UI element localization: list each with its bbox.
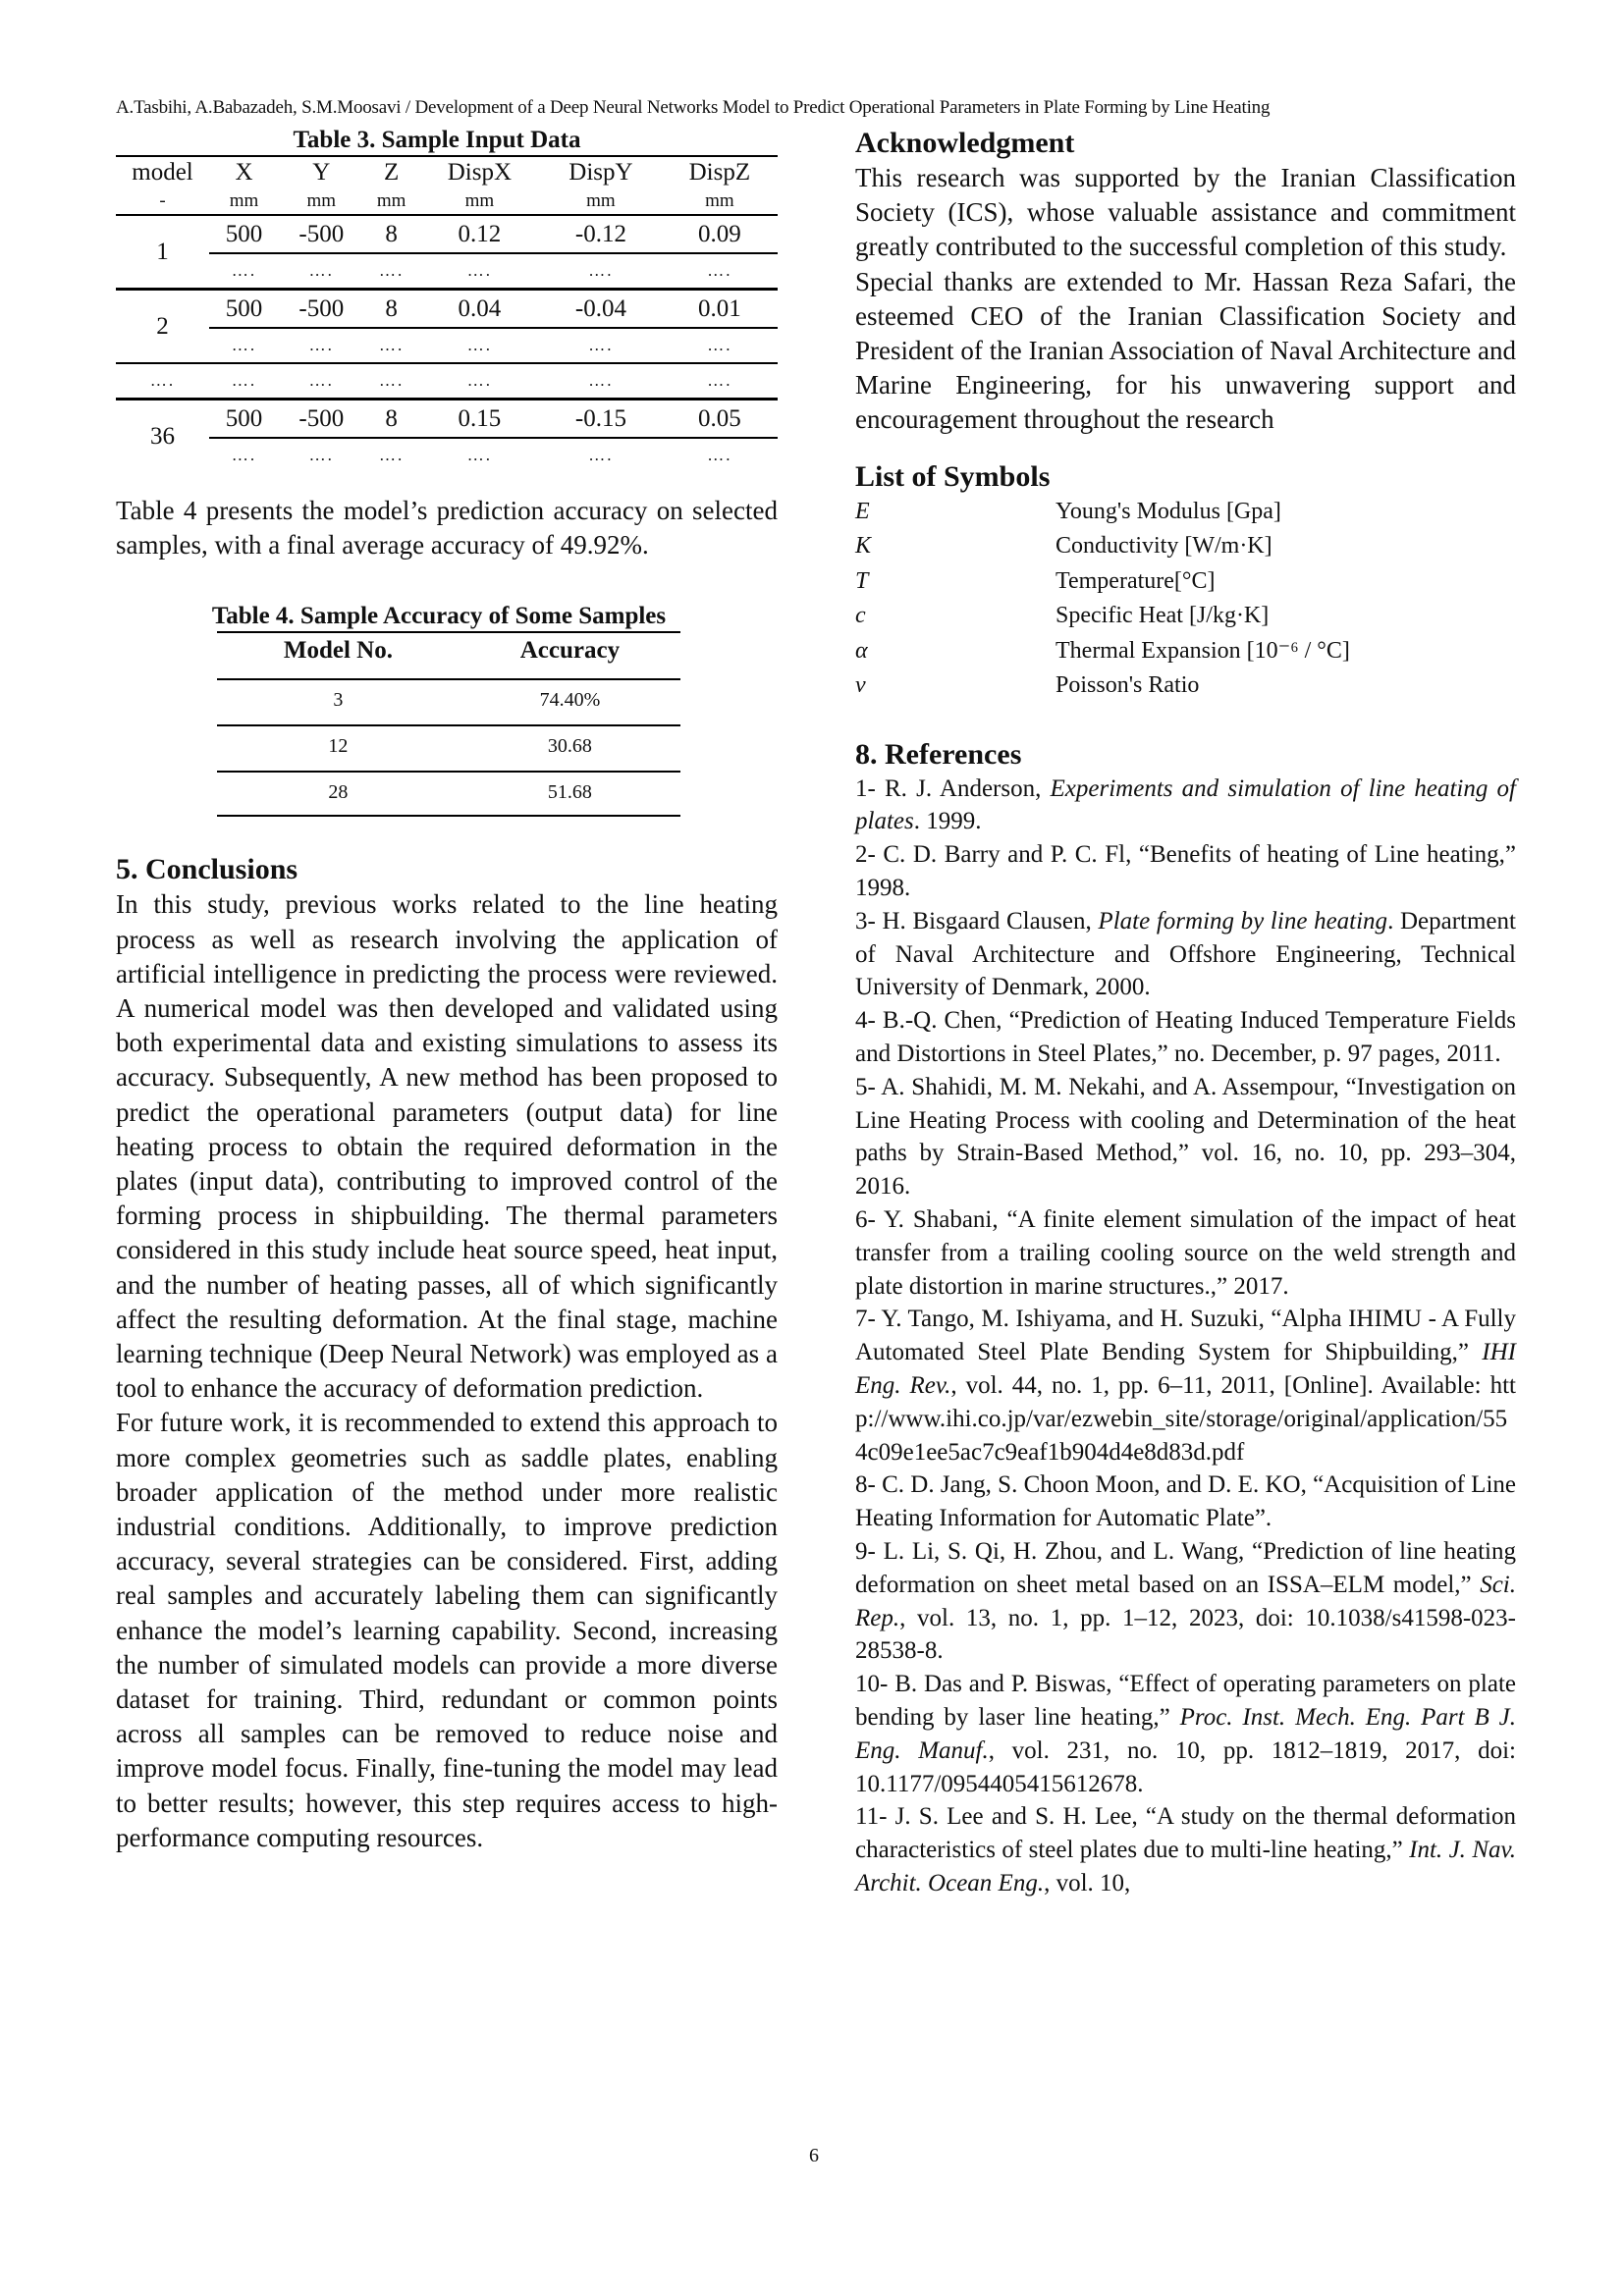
symbol: α	[855, 637, 868, 664]
symbol-description: Conductivity [W/m·K]	[1056, 533, 1272, 560]
ref-text: , vol. 231, no. 10, pp. 1812–1819, 2017, doi: 10.1177/0954405415612678.	[855, 1736, 1517, 1797]
unit-cell: mm	[364, 188, 419, 215]
ellipsis-cell: ….	[419, 363, 541, 400]
table-row	[116, 400, 778, 439]
value-cell: 500	[209, 400, 279, 439]
ellipsis-cell: ….	[588, 446, 614, 464]
value-cell: -500	[279, 400, 364, 439]
ellipsis-cell: ….	[308, 446, 334, 464]
symbol-description: Temperature[°C]	[1056, 567, 1216, 594]
table3-header-row	[116, 156, 778, 188]
table3-col-dispz: DispZ	[662, 156, 778, 188]
table-row	[217, 679, 680, 725]
ellipsis-cell: ….	[540, 328, 662, 363]
ellipsis-cell: ….	[209, 328, 279, 363]
symbols-heading: List of Symbols	[855, 459, 1051, 493]
conclusions-heading: 5. Conclusions	[116, 853, 298, 886]
table-row	[116, 215, 778, 253]
ref-text: 8- C. D. Jang, S. Choon Moon, and D. E. KO, “Acquisition of Line Heating Information for Automatic Plate”.	[855, 1471, 1516, 1532]
ellipsis-cell: ….	[209, 253, 279, 290]
accuracy-cell: 74.40%	[460, 679, 680, 725]
value-cell: 0.12	[419, 215, 541, 253]
acknowledgment-paragraph: Special thanks are extended to Mr. Hassan Reza Safari, the esteemed CEO of the Iranian Classification Society and President of the Iranian Association of Naval Architecture and Marine Engineering, for his unwavering support and encouragement throughout the research	[855, 266, 1516, 435]
ellipsis-cell: ….	[540, 363, 662, 400]
conclusions-paragraph: In this study, previous works related to the line heating process as well as research involving the application of artificial intelligence in predicting the process were reviewed. A numerical model was then developed and validated using both experimental data and existing simulations to assess its accuracy. Subsequently, A new method has been proposed to predict the operational parameters (output data) for line heating process to obtain the required deformation in the plates (input data), contributing to improved control of the forming process in shipbuilding. The thermal parameters considered in this study include heat source speed, heat input, and the number of heating passes, all of which significantly affect the resulting deformation. At the final stage, machine learning technique (Deep Neural Network) was employed as a tool to enhance the accuracy of deformation prediction.	[116, 889, 778, 1404]
ellipsis-cell: ….	[419, 328, 541, 363]
symbol-row	[855, 564, 1516, 600]
unit-cell: mm	[209, 188, 279, 215]
model-cell: 3	[217, 679, 460, 725]
references-heading: 8. References	[855, 737, 1022, 771]
symbol: E	[855, 498, 870, 524]
ellipsis-cell: ….	[662, 363, 778, 400]
unit-cell: mm	[419, 188, 541, 215]
unit-cell: -	[116, 188, 209, 215]
ref-title-italic: IHI Eng. Rev.	[855, 1339, 1516, 1399]
value-cell: 8	[364, 290, 419, 329]
ref-text: 1- R. J. Anderson,	[855, 774, 1051, 802]
symbol-description: Young's Modulus [Gpa]	[1056, 498, 1281, 524]
ellipsis-cell: ….	[540, 253, 662, 290]
table3-col-dispx: DispX	[419, 156, 541, 188]
symbol-description: Poisson's Ratio	[1056, 672, 1200, 699]
model-cell: 2	[116, 290, 209, 364]
acknowledgment-paragraph: This research was supported by the Iranian Classification Society (ICS), whose valuable assistance and commitment greatly contributed to the successful completion of this study.	[855, 163, 1516, 262]
accuracy-cell: 51.68	[460, 772, 680, 816]
value-cell: 500	[209, 290, 279, 329]
ellipsis-cell: ….	[364, 328, 419, 363]
model-cell: 36	[150, 423, 175, 450]
ellipsis-cell: ….	[707, 446, 732, 464]
table3-col-y: Y	[279, 156, 364, 188]
ref-title-italic: Sci. Rep.	[855, 1571, 1516, 1631]
table3-col-x: X	[209, 156, 279, 188]
ellipsis-cell: ….	[209, 363, 279, 400]
reference-item	[855, 1004, 1516, 1071]
table3-caption: Table 3. Sample Input Data	[293, 127, 581, 153]
reference-item	[855, 1535, 1516, 1668]
ref-text: . Department of Naval Architecture and Offshore Engineering, Technical University of Denmark, 2000.	[855, 907, 1516, 1001]
ellipsis-cell: ….	[662, 253, 778, 290]
conclusions-paragraph: For future work, it is recommended to extend this approach to more complex geometries such as saddle plates, enabling broader application of the method under more realistic industrial conditions. Additionally, to improve prediction accuracy, several strategies can be considered. First, adding real samples and accurately labeling them can significantly enhance the model’s learning capability. Second, increasing the number of simulated models can provide a more diverse dataset for training. Third, redundant or common points across all samples can be removed to reduce noise and improve model focus. Finally, fine-tuning the model may lead to better results; however, this step requires access to high-performance computing resources.	[116, 1408, 778, 1852]
ellipsis-cell: ….	[419, 253, 541, 290]
unit-cell: mm	[540, 188, 662, 215]
value-cell: -0.15	[540, 400, 662, 439]
symbol-description: Specific Heat [J/kg·K]	[1056, 603, 1270, 629]
ref-text: . 1999.	[913, 808, 982, 835]
table4-caption: Table 4. Sample Accuracy of Some Samples	[211, 603, 667, 630]
reference-item	[855, 905, 1516, 1004]
unit-cell: mm	[279, 188, 364, 215]
left-column	[116, 126, 778, 1855]
table4	[217, 631, 680, 817]
value-cell: 0.15	[419, 400, 541, 439]
table3-col-z: Z	[364, 156, 419, 188]
ref-title-italic: Experiments and simulation of line heating of plates	[855, 774, 1516, 835]
ellipsis-cell: ….	[231, 446, 257, 464]
running-head: A.Tasbihi, A.Babazadeh, S.M.Moosavi / Development of a Deep Neural Networks Model to Predict Operational Parameters in Plate Forming by Line Heating	[116, 97, 1271, 118]
symbol-row	[855, 634, 1516, 669]
value-cell: -0.04	[540, 290, 662, 329]
table-row	[217, 772, 680, 816]
symbol: ν	[855, 672, 866, 699]
symbol-row	[855, 668, 1516, 704]
value-cell: -500	[279, 290, 364, 329]
reference-item	[855, 1303, 1516, 1468]
symbol: c	[855, 603, 866, 629]
value-cell: 0.05	[662, 400, 778, 439]
table4-intro-paragraph: Table 4 presents the model’s prediction accuracy on selected samples, with a final average accuracy of 49.92%.	[116, 496, 778, 561]
table4-col-accuracy: Accuracy	[460, 632, 680, 679]
table-row-ellipsis	[116, 253, 778, 290]
model-cell: 28	[217, 772, 460, 816]
ref-link-text[interactable]: , vol. 44, no. 1, pp. 6–11, 2011, [Online]. Available: http://www.ihi.co.jp/var/ezwebin_site/storage/original/application/554c09e1ee5ac7c9eaf1b904d4e8d83d.pdf	[855, 1371, 1516, 1466]
value-cell: -0.12	[540, 215, 662, 253]
ref-text: 4- B.-Q. Chen, “Prediction of Heating Induced Temperature Fields and Distortions in Steel Plates,” no. December, p. 97 pages, 2011.	[855, 1007, 1516, 1067]
reference-item	[855, 1800, 1516, 1899]
ref-text: 7- Y. Tango, M. Ishiyama, and H. Suzuki, “Alpha IHIMU - A Fully Automated Steel Plate Bending System for Shipbuilding,”	[855, 1306, 1516, 1366]
ref-text: 10- B. Das and P. Biswas, “Effect of operating parameters on plate bending by laser line heating,”	[855, 1671, 1516, 1731]
reference-item	[855, 1668, 1516, 1800]
table4-header-row	[217, 632, 680, 679]
value-cell: 0.09	[662, 215, 778, 253]
table-row	[217, 725, 680, 772]
ref-title-italic: Int. J. Nav. Archit. Ocean Eng.	[855, 1837, 1516, 1896]
ref-text: 6- Y. Shabani, “A finite element simulation of the impact of heat transfer from a trailing cooling source on the weld strength and plate distortion in marine structures.,” 2017.	[855, 1205, 1516, 1300]
symbols-list	[855, 495, 1516, 704]
ref-text: 3- H. Bisgaard Clausen,	[855, 907, 1099, 934]
ref-text: 11- J. S. Lee and S. H. Lee, “A study on the thermal deformation characteristics of steel plates due to multi-line heating,”	[855, 1803, 1516, 1864]
accuracy-cell: 30.68	[460, 725, 680, 772]
ellipsis-cell: ….	[466, 446, 492, 464]
symbol: K	[855, 533, 872, 560]
symbol-description: Thermal Expansion [10⁻⁶ / °C]	[1056, 637, 1350, 664]
table-row-ellipsis	[116, 328, 778, 363]
ref-text: , vol. 13, no. 1, pp. 1–12, 2023, doi: 10.1038/s41598-023-28538-8.	[855, 1604, 1516, 1665]
value-cell: 8	[364, 400, 419, 439]
table-row	[116, 290, 778, 329]
acknowledgment-heading: Acknowledgment	[855, 127, 1075, 159]
symbol-row	[855, 495, 1516, 530]
ref-text: , vol. 10,	[1044, 1869, 1131, 1896]
reference-item	[855, 1071, 1516, 1203]
ellipsis-cell: ….	[379, 446, 405, 464]
table-row-ellipsis	[116, 438, 778, 472]
ref-title-italic: Proc. Inst. Mech. Eng. Part B J. Eng. Manuf.	[855, 1703, 1516, 1764]
ellipsis-cell: ….	[364, 363, 419, 400]
references-list	[855, 773, 1516, 1900]
table3-col-model: model	[116, 156, 209, 188]
ellipsis-cell: ….	[662, 328, 778, 363]
symbol-row	[855, 599, 1516, 634]
reference-item	[855, 1468, 1516, 1535]
value-cell: 500	[209, 215, 279, 253]
table4-col-model: Model No.	[217, 632, 460, 679]
ellipsis-cell: ….	[279, 253, 364, 290]
reference-item	[855, 838, 1516, 905]
symbol: T	[855, 567, 869, 594]
table3	[116, 155, 778, 472]
table3-col-dispy: DispY	[540, 156, 662, 188]
ellipsis-cell: ….	[116, 363, 209, 400]
value-cell: 0.01	[662, 290, 778, 329]
ref-text: 5- A. Shahidi, M. M. Nekahi, and A. Assempour, “Investigation on Line Heating Process with cooling and Determination of the heat paths by Strain-Based Method,” vol. 16, no. 10, pp. 293–304, 2016.	[855, 1073, 1516, 1201]
model-cell: 1	[116, 215, 209, 290]
value-cell: 0.04	[419, 290, 541, 329]
unit-cell: mm	[662, 188, 778, 215]
reference-item	[855, 1203, 1516, 1303]
model-cell: 12	[217, 725, 460, 772]
table3-units-row	[116, 188, 778, 215]
ref-title-italic: Plate forming by line heating	[1098, 907, 1388, 934]
right-column	[855, 126, 1516, 1900]
table4-block	[116, 602, 778, 817]
ref-text: 9- L. Li, S. Qi, H. Zhou, and L. Wang, “Prediction of line heating deformation on sheet metal based on an ISSA–ELM model,”	[855, 1537, 1516, 1598]
table-row-ellipsis	[116, 363, 778, 400]
ellipsis-cell: ….	[364, 253, 419, 290]
value-cell: -500	[279, 215, 364, 253]
value-cell: 8	[364, 215, 419, 253]
ellipsis-cell: ….	[279, 328, 364, 363]
reference-item	[855, 773, 1516, 839]
symbol-row	[855, 529, 1516, 564]
ref-text: 2- C. D. Barry and P. C. Fl, “Benefits of heating of Line heating,” 1998.	[855, 841, 1516, 902]
ellipsis-cell: ….	[279, 363, 364, 400]
page-number: 6	[809, 2145, 819, 2166]
